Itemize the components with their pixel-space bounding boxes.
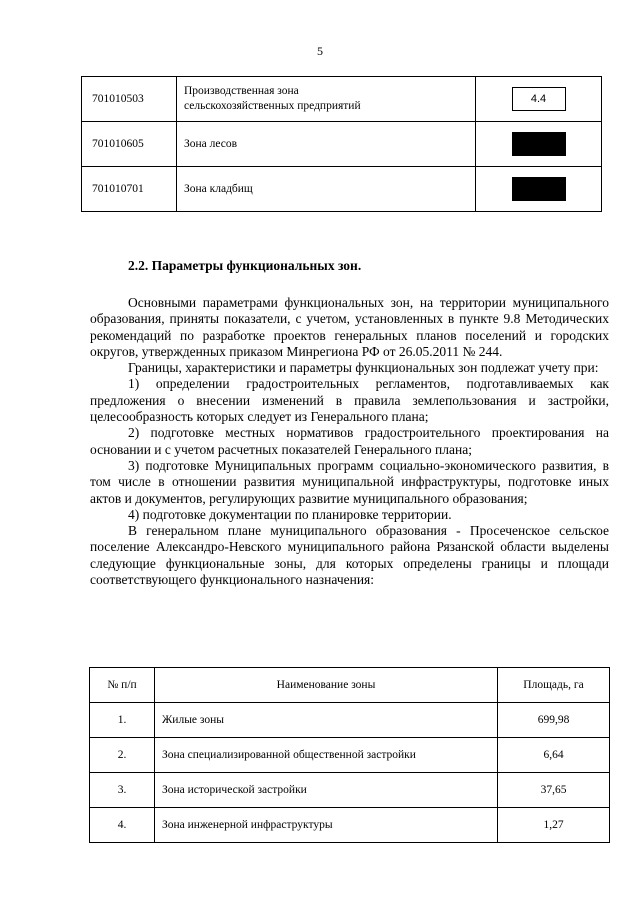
zone-code: 701010503 [82,77,177,122]
zone-name: Жилые зоны [155,703,498,738]
zone-name-line: Зона лесов [184,137,238,150]
zone-symbol-cell [476,77,602,122]
table-row [90,808,610,843]
body-text [90,295,609,588]
paragraph: Основными параметрами функциональных зон, на территории муниципального образования, приняты показатели, с учетом, установленных в пункте 9.8 Методических рекомендаций по разработке проектов генеральных планов поселений и городских округов, утвержденных приказом Минрегиона РФ от 26.05.2011 № 244. [90,295,609,359]
zone-name-line: Зона кладбищ [184,182,253,195]
table-row [82,77,602,122]
zone-area: 1,27 [498,808,610,843]
zone-name: Зона специализированной общественной застройки [155,738,498,773]
table-row [90,703,610,738]
zone-legend-table [81,76,602,212]
table-row [82,167,602,212]
column-header: № п/п [90,668,155,703]
row-number: 3. [90,773,155,808]
zone-name: Зона исторической застройки [155,773,498,808]
zone-code: 701010701 [82,167,177,212]
row-number: 4. [90,808,155,843]
zone-name-line: Производственная зона [184,85,299,97]
zone-name-line: сельскохозяйственных предприятий [184,100,361,112]
zone-name: Зона инженерной инфраструктуры [155,808,498,843]
paragraph: В генеральном плане муниципального образования - Просеченское сельское поселение Александро-Невского муниципального района Рязанской области выделены следующие функциональные зоны, для которых определены границы и площади соответствующего функционального назначения: [90,523,609,588]
table-header-row [90,668,610,703]
zone-symbol-cell [476,167,602,212]
zone-symbol-cell [476,122,602,167]
zone-area-table [89,667,610,843]
page-number: 5 [317,44,323,58]
zone-symbol-black [512,177,566,201]
table-row [82,122,602,167]
zone-area: 699,98 [498,703,610,738]
zone-area: 6,64 [498,738,610,773]
table-row [90,773,610,808]
zone-name [177,122,476,167]
list-item: 4) подготовке документации по планировке территории. [128,506,452,522]
zone-symbol-outlined: 4.4 [512,87,566,111]
row-number: 1. [90,703,155,738]
zone-area: 37,65 [498,773,610,808]
zone-symbol-black [512,132,566,156]
paragraph: Границы, характеристики и параметры функциональных зон подлежат учету при: [128,360,599,376]
list-item: 3) подготовке Муниципальных программ социально-экономического развития, в том числе в отношении развития муниципальной инфраструктуры, подготовке иных актов и документов, регулирующих развитие муниципального образования; [90,457,609,506]
section-heading: 2.2. Параметры функциональных зон. [128,258,362,273]
list-item: 1) определении градостроительных регламентов, подготавливаемых как предложения о внесении изменений в правила землепользования и застройки, целесообразность которых следует из Генерального плана; [90,376,609,425]
row-number: 2. [90,738,155,773]
column-header: Наименование зоны [155,668,498,703]
list-item: 2) подготовке местных нормативов градостроительного проектирования на основании и с учетом расчетных показателей Генерального плана; [90,425,609,457]
table-row [90,738,610,773]
zone-code: 701010605 [82,122,177,167]
zone-name [177,77,476,122]
zone-name [177,167,476,212]
column-header: Площадь, га [498,668,610,703]
